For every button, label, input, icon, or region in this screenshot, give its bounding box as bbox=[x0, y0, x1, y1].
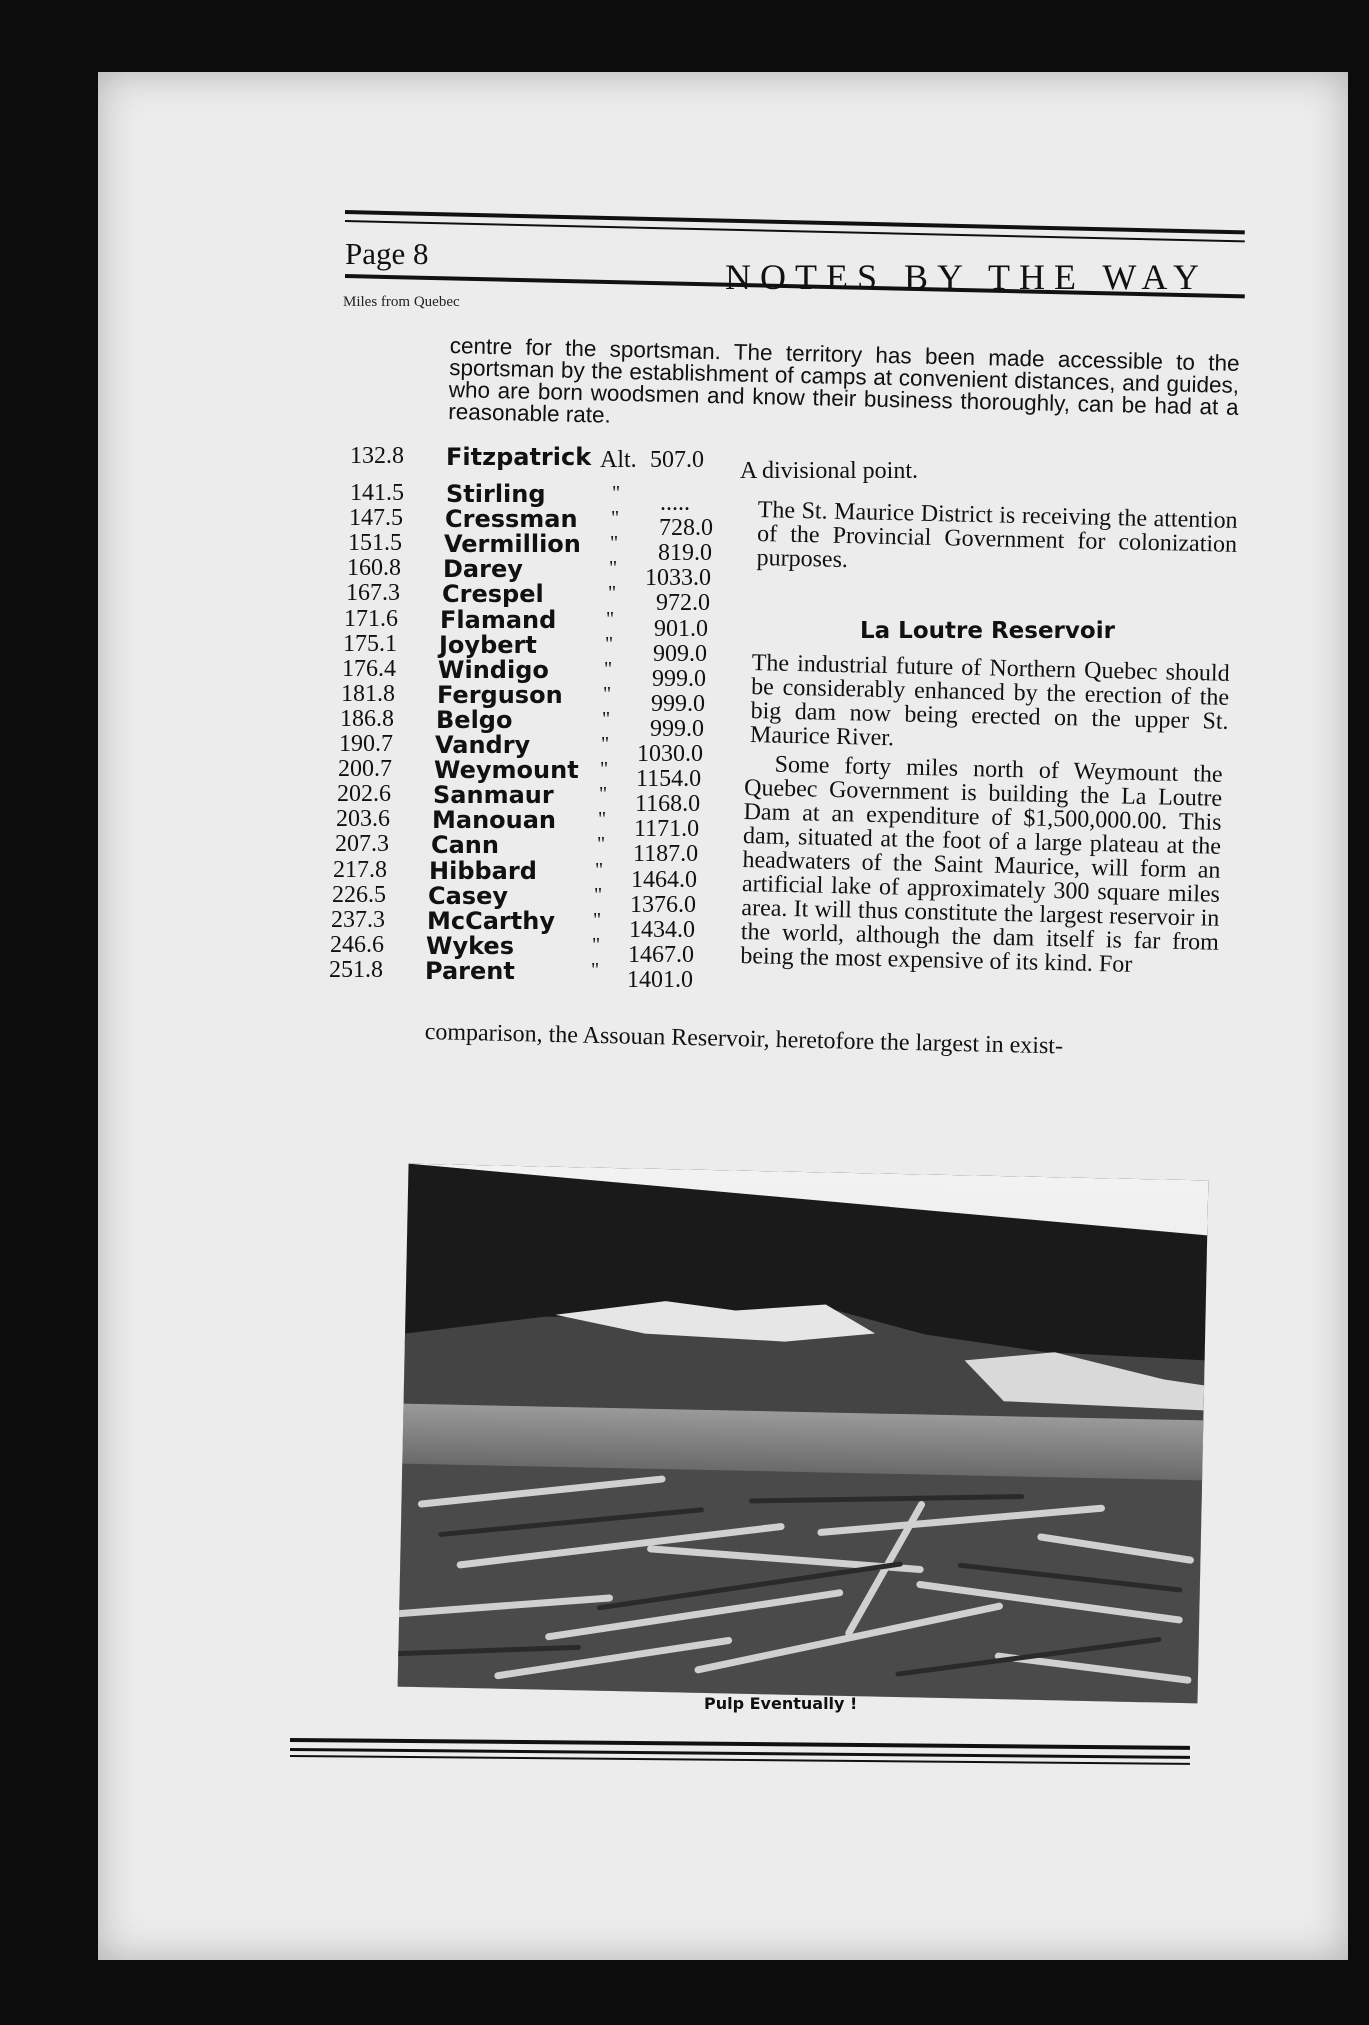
station-altitude: 1033.0 bbox=[645, 565, 711, 592]
station-altitude: 728.0 bbox=[659, 515, 713, 542]
station-name: Joybert bbox=[439, 630, 537, 659]
station-altitude: 819.0 bbox=[658, 540, 712, 567]
station-name: Belgo bbox=[436, 705, 513, 734]
station-ditto-mark: " bbox=[601, 733, 610, 755]
station-altitude: 999.0 bbox=[650, 715, 704, 742]
station-name: Hibbard bbox=[429, 856, 537, 885]
station-name: Flamand bbox=[440, 605, 557, 634]
station-name: Vermillion bbox=[444, 530, 581, 559]
station-miles: 167.3 bbox=[346, 580, 400, 607]
station-altitude: 999.0 bbox=[651, 690, 705, 717]
station-altitude: 1187.0 bbox=[633, 841, 699, 868]
station-altitude: 1030.0 bbox=[637, 741, 703, 767]
station-name: Cann bbox=[431, 831, 499, 860]
station-ditto-mark: " bbox=[599, 783, 608, 806]
station-name: Windigo bbox=[438, 655, 549, 684]
station-name: Weymount bbox=[434, 756, 579, 785]
station-ditto-mark: " bbox=[593, 908, 602, 931]
station-name: Sanmaur bbox=[433, 781, 554, 810]
station-miles: 176.4 bbox=[342, 655, 396, 682]
station-ditto-mark: " bbox=[612, 482, 621, 504]
station-miles: 251.8 bbox=[329, 956, 383, 983]
station-name: Darey bbox=[443, 555, 523, 584]
station-ditto-mark: " bbox=[604, 657, 613, 680]
station-altitude: 1401.0 bbox=[627, 966, 693, 993]
station-miles: 203.6 bbox=[336, 806, 390, 833]
station-altitude: 1464.0 bbox=[631, 866, 697, 893]
station-ditto-mark: " bbox=[602, 707, 611, 730]
station-miles: 200.7 bbox=[338, 756, 392, 783]
station-name: Ferguson bbox=[437, 680, 563, 709]
reservoir-paragraph-2: Some forty miles north of Weymount the Quebec Government is building the La Loutre Dam at an expenditure of $1,500,000.00. This dam, situated at the foot of a large plateau at the headwaters of the Saint Maurice, will form an artificial lake of approximately 300 square miles area. It will thus constitute the largest reservoir in the world, although the dam itself is far from being the most expensive of its kind. For bbox=[740, 751, 1223, 978]
running-title: NOTES BY THE WAY bbox=[725, 257, 1209, 297]
station-ditto-mark: " bbox=[608, 582, 617, 605]
station-ditto-mark: " bbox=[600, 758, 609, 781]
station-miles: 237.3 bbox=[331, 906, 385, 933]
station-miles: 175.1 bbox=[343, 630, 397, 657]
station-miles: 141.5 bbox=[350, 480, 404, 506]
station-miles: 181.8 bbox=[341, 680, 395, 707]
station-name: Wykes bbox=[426, 931, 514, 960]
station-altitude: 909.0 bbox=[653, 640, 707, 667]
station-ditto-mark: " bbox=[603, 682, 612, 705]
station-miles: 186.8 bbox=[340, 705, 394, 732]
station-ditto-mark: " bbox=[611, 507, 620, 530]
station-ditto-mark: " bbox=[598, 808, 607, 831]
intro-paragraph: centre for the sportsman. The territory has been made accessible to the sportsman by the establishment of camps at convenient distances, and guides, who are born woodsmen and know their business thoroughly, can be had at a reasonable rate. bbox=[447, 333, 1240, 428]
station-miles: 246.6 bbox=[330, 931, 384, 958]
station-name: Vandry bbox=[435, 731, 531, 759]
first-station-altitude: 507.0 bbox=[650, 447, 704, 473]
station-altitude: 1171.0 bbox=[634, 816, 700, 843]
station-miles: 171.6 bbox=[344, 605, 398, 632]
first-station-name: Fitzpatrick bbox=[446, 443, 592, 471]
station-ditto-mark: " bbox=[605, 632, 614, 655]
station-altitude: 1467.0 bbox=[628, 941, 694, 968]
station-altitude: 972.0 bbox=[656, 590, 710, 617]
station-name: Stirling bbox=[446, 480, 546, 508]
st-maurice-paragraph: The St. Maurice District is receiving the attention of the Provincial Government for colonization purposes. bbox=[756, 497, 1238, 574]
station-name: Manouan bbox=[432, 806, 557, 835]
log-drive-photo bbox=[398, 1164, 1209, 1704]
station-ditto-mark: " bbox=[609, 557, 618, 580]
photo-caption: Pulp Eventually ! bbox=[704, 1694, 858, 1713]
station-altitude: 1434.0 bbox=[629, 916, 695, 943]
station-altitude: 1376.0 bbox=[630, 891, 696, 918]
station-ditto-mark: " bbox=[606, 607, 615, 630]
station-name: Parent bbox=[425, 956, 515, 985]
page-number: Page 8 bbox=[345, 236, 429, 271]
station-altitude: 901.0 bbox=[654, 615, 708, 642]
station-miles: 226.5 bbox=[332, 881, 386, 908]
station-miles: 147.5 bbox=[349, 505, 403, 532]
first-station-note: A divisional point. bbox=[740, 458, 919, 484]
station-ditto-mark: " bbox=[610, 532, 619, 555]
station-altitude: 999.0 bbox=[652, 665, 706, 692]
station-ditto-mark: " bbox=[592, 933, 601, 956]
station-miles: 202.6 bbox=[337, 781, 391, 808]
reservoir-paragraph-1: The industrial future of Northern Quebec should be considerably enhanced by the erection of the big dam now being erected on the upper St. Maurice River. bbox=[749, 650, 1230, 752]
station-miles: 151.5 bbox=[348, 530, 402, 557]
station-miles: 160.8 bbox=[347, 555, 401, 582]
station-ditto-mark: " bbox=[597, 833, 606, 856]
station-name: Cressman bbox=[445, 505, 578, 534]
station-miles: 217.8 bbox=[333, 856, 387, 883]
first-station-miles: 132.8 bbox=[350, 443, 404, 469]
station-ditto-mark: " bbox=[595, 858, 604, 881]
station-name: Crespel bbox=[442, 580, 544, 609]
station-altitude: ..... bbox=[660, 490, 690, 516]
station-ditto-mark: " bbox=[591, 958, 600, 981]
miles-column-label: Miles from Quebec bbox=[343, 294, 460, 310]
reservoir-paragraph-3: comparison, the Assouan Reservoir, heretofore the largest in exist- bbox=[424, 1019, 1064, 1060]
section-heading: La Loutre Reservoir bbox=[860, 618, 1115, 644]
station-altitude: 1154.0 bbox=[636, 766, 702, 793]
first-station-alt-label: Alt. bbox=[600, 447, 637, 473]
station-name: Casey bbox=[428, 881, 509, 910]
station-name: McCarthy bbox=[427, 906, 555, 935]
station-ditto-mark: " bbox=[594, 883, 603, 906]
station-altitude: 1168.0 bbox=[635, 791, 701, 818]
station-miles: 207.3 bbox=[335, 831, 389, 858]
station-miles: 190.7 bbox=[339, 731, 393, 757]
